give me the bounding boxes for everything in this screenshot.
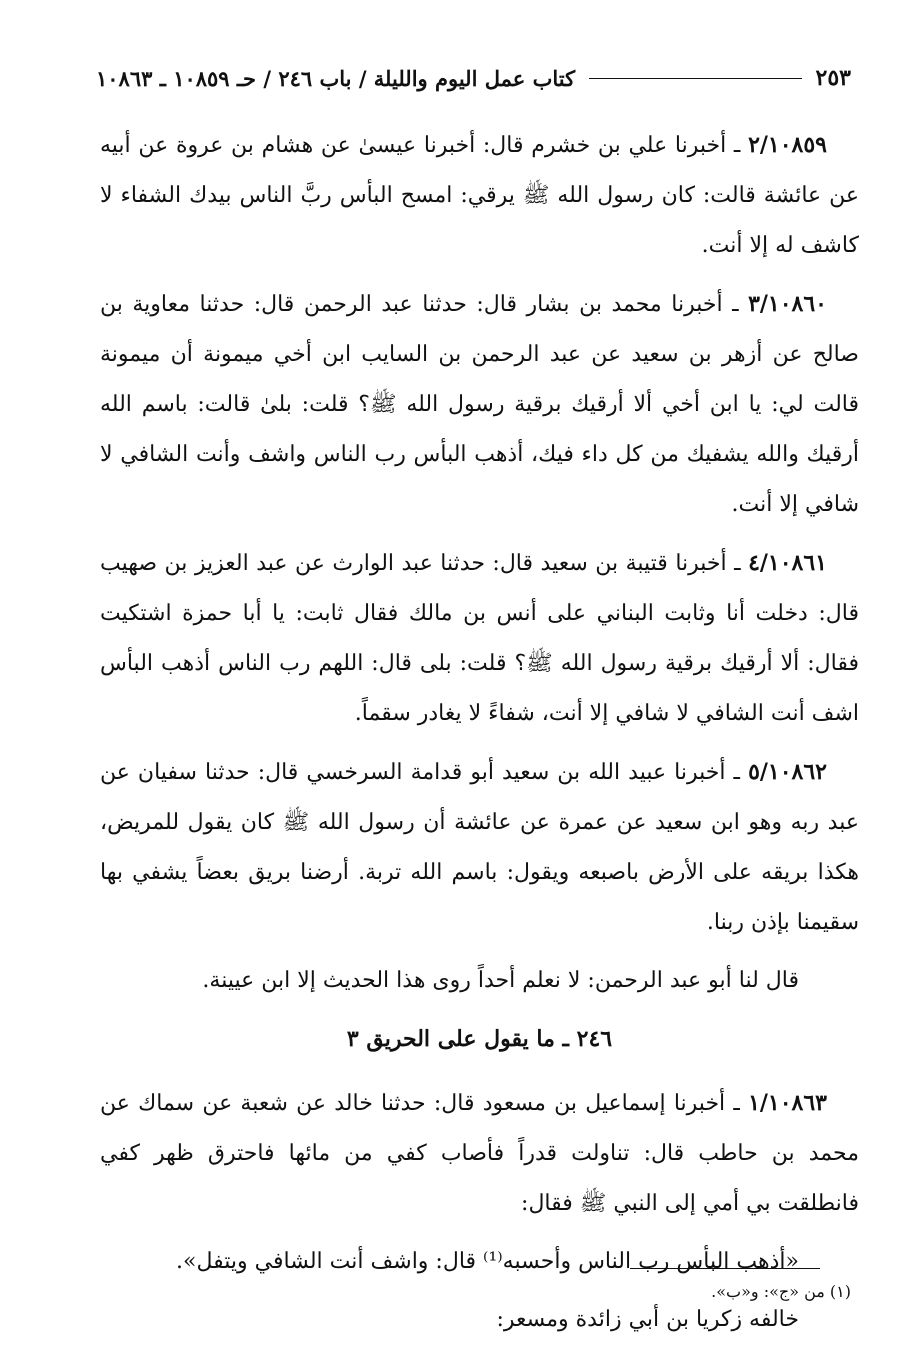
hadith-text: ـ أخبرنا محمد بن بشار قال: حدثنا عبد الرحمن قال: حدثنا معاوية بن صالح عن أزهر بن سعيد عن عبد الرحمن بن السايب ابن أخي ميمونة أن ميمونة قالت لي: يا ابن أخي ألا أرقيك برقية رسول الله ﷺ؟ قلت: بلىٰ قالت: باسم الله أرقيك والله يشفيك من كل داء فيك، أذهب البأس رب الناس واشف وأنت الشافي لا شافي إلا أنت. <box>100 292 859 517</box>
hadith-paragraph <box>100 747 859 948</box>
hadith-text: ـ أخبرنا عبيد الله بن سعيد أبو قدامة السرخسي قال: حدثنا سفيان عن عبد ربه وهو ابن سعيد عن عمرة عن عائشة أن رسول الله ﷺ كان يقول للمريض، هكذا بريقه على الأرض باصبعه ويقول: باسم الله تربة. أرضنا بريق بعضاً يشفي بها سقيمنا بإذن ربنا. <box>100 760 859 935</box>
hadith-number: ٤/١٠٨٦١ <box>748 550 827 576</box>
hadith-paragraph <box>100 1078 859 1229</box>
hadith-text: ـ أخبرنا علي بن خشرم قال: أخبرنا عيسىٰ عن هشام بن عروة عن أبيه عن عائشة قالت: كان رسول الله ﷺ يرقي: امسح البأس ربَّ الناس بيدك الشفاء لا كاشف له إلا أنت. <box>100 133 859 258</box>
closing-text: خالفه زكريا بن أبي زائدة ومسعر: <box>496 1307 799 1332</box>
quote-text: «أذهب البأس رب الناس وأحسبه⁽¹⁾ قال: واشف أنت الشافي ويتفل». <box>176 1249 799 1274</box>
hadith-number: ٥/١٠٨٦٢ <box>748 759 827 785</box>
hadith-paragraph <box>100 538 859 739</box>
hadith-paragraph <box>100 279 859 530</box>
header-rule <box>589 78 801 79</box>
hadith-text: ـ أخبرنا قتيبة بن سعيد قال: حدثنا عبد الوارث عن عبد العزيز بن صهيب قال: دخلت أنا وثابت البناني على أنس بن مالك فقال ثابت: يا أبا حمزة اشتكيت فقال: ألا أرقيك برقية رسول الله ﷺ؟ قلت: بلى قال: اللهم رب الناس أذهب البأس اشف أنت الشافي لا شافي إلا أنت، شفاءً لا يغادر سقماً. <box>100 551 859 726</box>
page-body <box>100 120 859 1353</box>
hadith-text: ـ أخبرنا إسماعيل بن مسعود قال: حدثنا خالد عن شعبة عن سماك عن محمد بن حاطب قال: تناولت قدراً فأصاب كفي من مائها فاحترق ظهر كفي فانطلقت بي أمي إلى النبي ﷺ فقال: <box>100 1091 859 1216</box>
running-header <box>96 58 851 98</box>
hadith-number: ١/١٠٨٦٣ <box>748 1090 827 1116</box>
header-title: كتاب عمل اليوم والليلة / باب ٢٤٦ / حـ ١٠٨٥٩ ـ ١٠٨٦٣ <box>96 65 576 91</box>
hadith-number: ٢/١٠٨٥٩ <box>748 132 827 158</box>
hadith-number: ٣/١٠٨٦٠ <box>748 291 827 317</box>
hadith-paragraph <box>100 120 859 271</box>
author-note: قال لنا أبو عبد الرحمن: لا نعلم أحداً روى هذا الحديث إلا ابن عيينة. <box>202 968 799 993</box>
page-number: ٢٥٣ <box>815 65 851 91</box>
footnote: (١) من «ج»: و«ب». <box>711 1282 851 1301</box>
section-title: ٢٤٦ ـ ما يقول على الحريق ٣ <box>346 1026 613 1052</box>
footnote-rule <box>630 1268 820 1269</box>
